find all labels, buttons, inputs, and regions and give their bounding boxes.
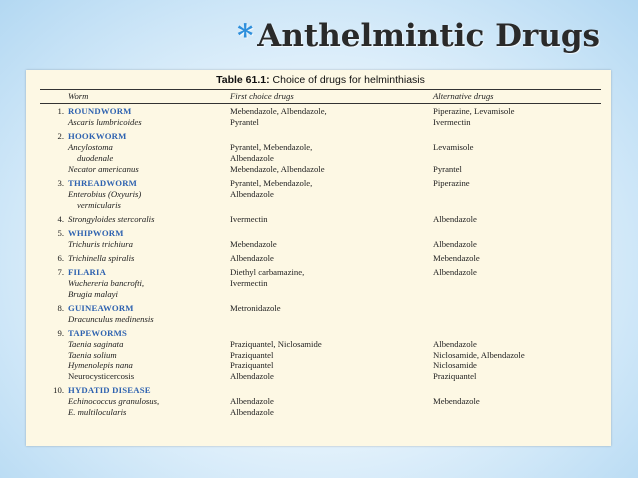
table-group [40,131,601,175]
worm-name: Necator americanus [68,163,139,174]
alternative-cell: Albendazole [433,238,477,249]
table-group [40,385,601,418]
table-row [40,106,601,117]
worm-name: TAPEWORMS [68,327,128,338]
first-choice-cell: Pyrantel, Mebendazole, [230,141,313,152]
worm-cell [40,267,230,278]
table-row [40,189,601,200]
table-group [40,178,601,211]
table-row [40,385,601,396]
worm-cell [40,142,230,153]
worm-name: THREADWORM [68,177,138,188]
first-choice-cell [230,328,433,339]
worm-name: Hymenolepis nana [68,360,133,371]
table-row [40,360,601,371]
worm-name: HYDATID DISEASE [68,385,151,396]
table-row [40,164,601,175]
alternative-cell [433,131,601,142]
first-choice-cell: Metronidazole [230,302,281,313]
worm-cell [40,117,230,128]
table-row [40,239,601,250]
worm-name: vermicularis [77,199,121,210]
worm-name: HOOKWORM [68,130,127,141]
title-text: Anthelmintic Drugs [257,18,600,54]
worm-cell [40,131,230,142]
row-number: 10. [53,385,64,396]
first-choice-cell: Mebendazole, Albendazole, [230,105,327,116]
alternative-cell: Piperazine [433,177,470,188]
alternative-cell: Albendazole [433,338,477,349]
first-choice-cell: Albendazole [230,407,274,418]
worm-cell [40,228,230,239]
worm-cell [40,189,230,200]
table-row [40,278,601,289]
worm-name: Ancylostoma [68,141,113,152]
alternative-cell [433,200,601,211]
alternative-cell [433,328,601,339]
slide-title [237,18,600,54]
first-choice-cell: Albendazole [230,152,274,163]
table-group [40,328,601,383]
first-choice-cell: Mebendazole, Albendazole [230,163,325,174]
header-rule [40,103,601,104]
title-bullet: * [237,18,254,54]
table-group [40,253,601,264]
worm-name: duodenale [77,152,114,163]
alternative-cell: Niclosamide [433,360,477,371]
worm-name: Taenia solium [68,349,117,360]
first-choice-cell: Pyrantel [230,116,259,127]
row-number: 9. [57,327,64,338]
worm-name: Trichuris trichiura [68,238,133,249]
alternative-cell: Mebendazole [433,396,480,407]
header-worm: Worm [68,91,89,101]
table-group [40,267,601,300]
alternative-cell: Mebendazole [433,252,480,263]
first-choice-cell [230,200,433,211]
table-row [40,200,601,211]
alternative-cell [433,153,601,164]
worm-name: E. multilocularis [68,407,127,418]
table-row [40,178,601,189]
row-number: 8. [57,302,64,313]
alternative-cell: Piperazine, Levamisole [433,105,515,116]
first-choice-cell: Albendazole [230,252,274,263]
worm-name: Neurocysticercosis [68,371,135,382]
alternative-cell [433,289,601,300]
table-row [40,117,601,128]
table-row [40,228,601,239]
table-body [40,106,601,418]
first-choice-cell: Praziquantel, Niclosamide [230,338,322,349]
table-row [40,350,601,361]
top-rule [40,89,601,90]
table-row [40,267,601,278]
worm-cell [40,278,230,289]
first-choice-cell [230,131,433,142]
alternative-cell [433,303,601,314]
worm-cell [40,178,230,189]
alternative-cell: Niclosamide, Albendazole [433,349,525,360]
worm-cell [40,328,230,339]
table-row [40,131,601,142]
caption-label: Table 61.1: [216,74,270,86]
row-number: 2. [57,130,64,141]
worm-name: GUINEAWORM [68,302,134,313]
table-group [40,303,601,325]
worm-cell [40,371,230,382]
table-row [40,303,601,314]
table-row [40,328,601,339]
alternative-cell: Levamisole [433,141,474,152]
row-number: 5. [57,227,64,238]
worm-name: Trichinella spiralis [68,252,135,263]
worm-cell [40,214,230,225]
worm-name: Taenia saginata [68,338,124,349]
alternative-cell: Albendazole [433,266,477,277]
header-first-choice: First choice drugs [230,91,294,101]
table-row [40,396,601,407]
row-number: 3. [57,177,64,188]
first-choice-cell [230,228,433,239]
worm-name: ROUNDWORM [68,105,132,116]
worm-cell [40,200,230,211]
first-choice-cell: Albendazole [230,396,274,407]
worm-name: Brugia malayi [68,288,118,299]
alternative-cell [433,314,601,325]
worm-cell [40,153,230,164]
caption-text: Choice of drugs for helminthiasis [269,74,425,86]
alternative-cell [433,385,601,396]
worm-name: Wuchereria bancrofti, [68,277,145,288]
table-group [40,214,601,225]
first-choice-cell: Albendazole [230,371,274,382]
table-caption [40,74,601,87]
table-row [40,314,601,325]
first-choice-cell: Mebendazole [230,238,277,249]
worm-name: Enterobius (Oxyuris) [68,188,142,199]
table-header [40,91,601,102]
worm-cell [40,164,230,175]
worm-cell [40,253,230,264]
row-number: 4. [57,213,64,224]
row-number: 1. [57,105,64,116]
first-choice-cell: Ivermectin [230,277,268,288]
alternative-cell: Albendazole [433,213,477,224]
worm-name: Strongyloides stercoralis [68,213,155,224]
row-number: 6. [57,252,64,263]
worm-name: Echinococcus granulosus, [68,396,160,407]
first-choice-cell: Diethyl carbamazine, [230,266,305,277]
table-row [40,153,601,164]
table-row [40,289,601,300]
table-row [40,142,601,153]
first-choice-cell: Praziquantel [230,360,274,371]
first-choice-cell [230,314,433,325]
worm-name: WHIPWORM [68,227,124,238]
worm-cell [40,303,230,314]
alternative-cell: Pyrantel [433,163,462,174]
first-choice-cell: Pyrantel, Mebendazole, [230,177,313,188]
table-row [40,253,601,264]
worm-cell [40,385,230,396]
alternative-cell [433,228,601,239]
first-choice-cell [230,289,433,300]
worm-cell [40,289,230,300]
alternative-cell: Praziquantel [433,371,477,382]
alternative-cell [433,278,601,289]
row-number: 7. [57,266,64,277]
worm-name: Dracunculus medinensis [68,313,154,324]
worm-cell [40,407,230,418]
worm-cell [40,239,230,250]
alternative-cell [433,189,601,200]
table-row [40,214,601,225]
table-group [40,228,601,250]
worm-cell [40,339,230,350]
worm-cell [40,396,230,407]
worm-name: FILARIA [68,266,107,277]
header-alternative: Alternative drugs [433,91,494,101]
first-choice-cell: Praziquantel [230,349,274,360]
worm-cell [40,106,230,117]
alternative-cell [433,407,601,418]
first-choice-cell: Albendazole [230,188,274,199]
table-group [40,106,601,128]
first-choice-cell: Ivermectin [230,213,268,224]
worm-name: Ascaris lumbricoides [68,116,142,127]
worm-cell [40,360,230,371]
table-row [40,339,601,350]
table-row [40,407,601,418]
alternative-cell: Ivermectin [433,116,471,127]
worm-cell [40,314,230,325]
worm-cell [40,350,230,361]
table-row [40,371,601,382]
first-choice-cell [230,385,433,396]
drug-table [26,70,611,446]
